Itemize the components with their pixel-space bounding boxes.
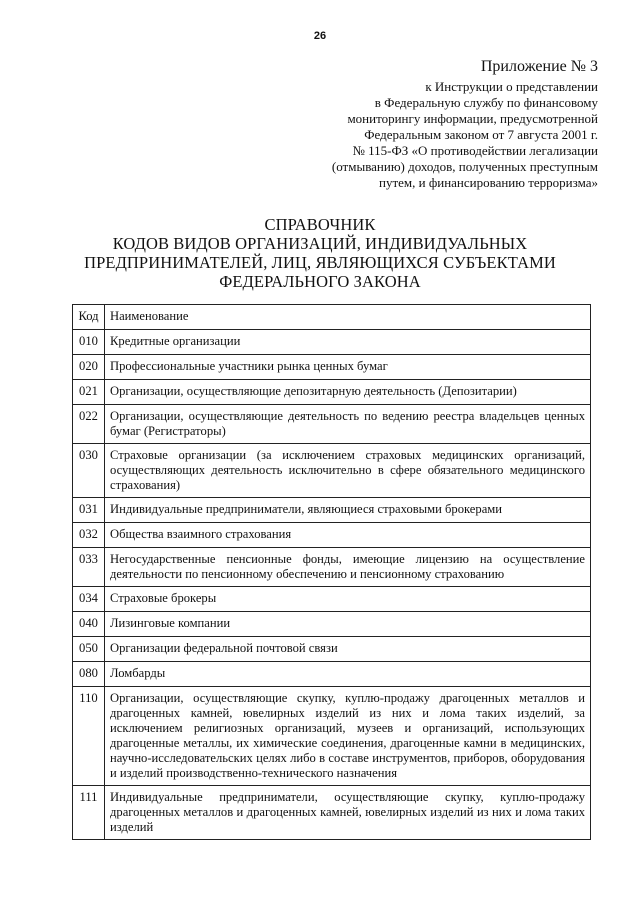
row-name: Организации федеральной почтовой связи [105,637,591,662]
row-code: 111 [73,786,105,840]
table-row [73,786,591,840]
row-code: 034 [73,587,105,612]
row-code: 020 [73,355,105,380]
heading-line: ФЕДЕРАЛЬНОГО ЗАКОНА [219,272,421,291]
appendix-line: Федеральным законом от 7 августа 2001 г. [364,127,598,142]
appendix-line: мониторингу информации, предусмотренной [347,111,598,126]
table-row [73,498,591,523]
table-row [73,548,591,587]
row-name: Индивидуальные предприниматели, являющиеся страховыми брокерами [105,498,591,523]
row-code: 040 [73,612,105,637]
row-name: Негосударственные пенсионные фонды, имеющие лицензию на осуществление деятельности по пенсионному обеспечению и пенсионному страхованию [105,548,591,587]
row-name: Лизинговые компании [105,612,591,637]
appendix-line: (отмыванию) доходов, полученных преступным [331,159,598,174]
row-name: Организации, осуществляющие депозитарную деятельность (Депозитарии) [105,380,591,405]
row-name: Общества взаимного страхования [105,523,591,548]
table-row [73,637,591,662]
appendix-line: к Инструкции о представлении [425,79,598,94]
appendix-title: Приложение № 3 [480,58,598,75]
row-code: 032 [73,523,105,548]
document-heading [0,215,640,291]
page-number: 26 [313,30,327,42]
row-name: Кредитные организации [105,330,591,355]
row-name: Профессиональные участники рынка ценных бумаг [105,355,591,380]
appendix-line: в Федеральную службу по финансовому [374,95,598,110]
row-name: Организации, осуществляющие скупку, куплю-продажу драгоценных металлов и драгоценных камней, ювелирных изделий из них и лома таких изделий, за исключением религиозных организаций, музеев и организаций, использующих драгоценные металлы, их химические соединения, драгоценные камни в медицинских, научно-исследовательских целях либо в составе инструментов, приборов, оборудования и изделий производственно-технического назначения [105,687,591,786]
table-row [73,587,591,612]
table-row [73,405,591,444]
table-row [73,687,591,786]
appendix-line: путем, и финансированию терроризма» [378,175,598,190]
table-row [73,523,591,548]
row-name: Организации, осуществляющие деятельность по ведению реестра владельцев ценных бумаг (Регистраторы) [105,405,591,444]
appendix-line: № 115-ФЗ «О противодействии легализации [352,143,598,158]
heading-line: СПРАВОЧНИК [264,215,376,234]
row-code: 110 [73,687,105,786]
table-row [73,330,591,355]
row-code: 080 [73,662,105,687]
table-row [73,380,591,405]
appendix-reference [298,57,598,191]
row-code: 050 [73,637,105,662]
codes-table [72,304,591,840]
table-row [73,662,591,687]
row-code: 031 [73,498,105,523]
row-name: Страховые организации (за исключением страховых медицинских организаций, осуществляющих деятельность исключительно в сфере обязательного медицинского страхования) [105,444,591,498]
header-code: Код [73,305,105,330]
heading-line: КОДОВ ВИДОВ ОРГАНИЗАЦИЙ, ИНДИВИДУАЛЬНЫХ [112,234,528,253]
row-name: Страховые брокеры [105,587,591,612]
row-code: 022 [73,405,105,444]
heading-line: ПРЕДПРИНИМАТЕЛЕЙ, ЛИЦ, ЯВЛЯЮЩИХСЯ СУБЪЕКТАМИ [84,253,556,272]
row-code: 033 [73,548,105,587]
table-row [73,444,591,498]
table-row [73,355,591,380]
header-name: Наименование [105,305,591,330]
row-name: Индивидуальные предприниматели, осуществляющие скупку, куплю-продажу драгоценных металлов и драгоценных камней, ювелирных изделий из них и лома таких изделий [105,786,591,840]
row-code: 021 [73,380,105,405]
table-row [73,612,591,637]
row-code: 030 [73,444,105,498]
row-code: 010 [73,330,105,355]
row-name: Ломбарды [105,662,591,687]
table-header-row [73,305,591,330]
